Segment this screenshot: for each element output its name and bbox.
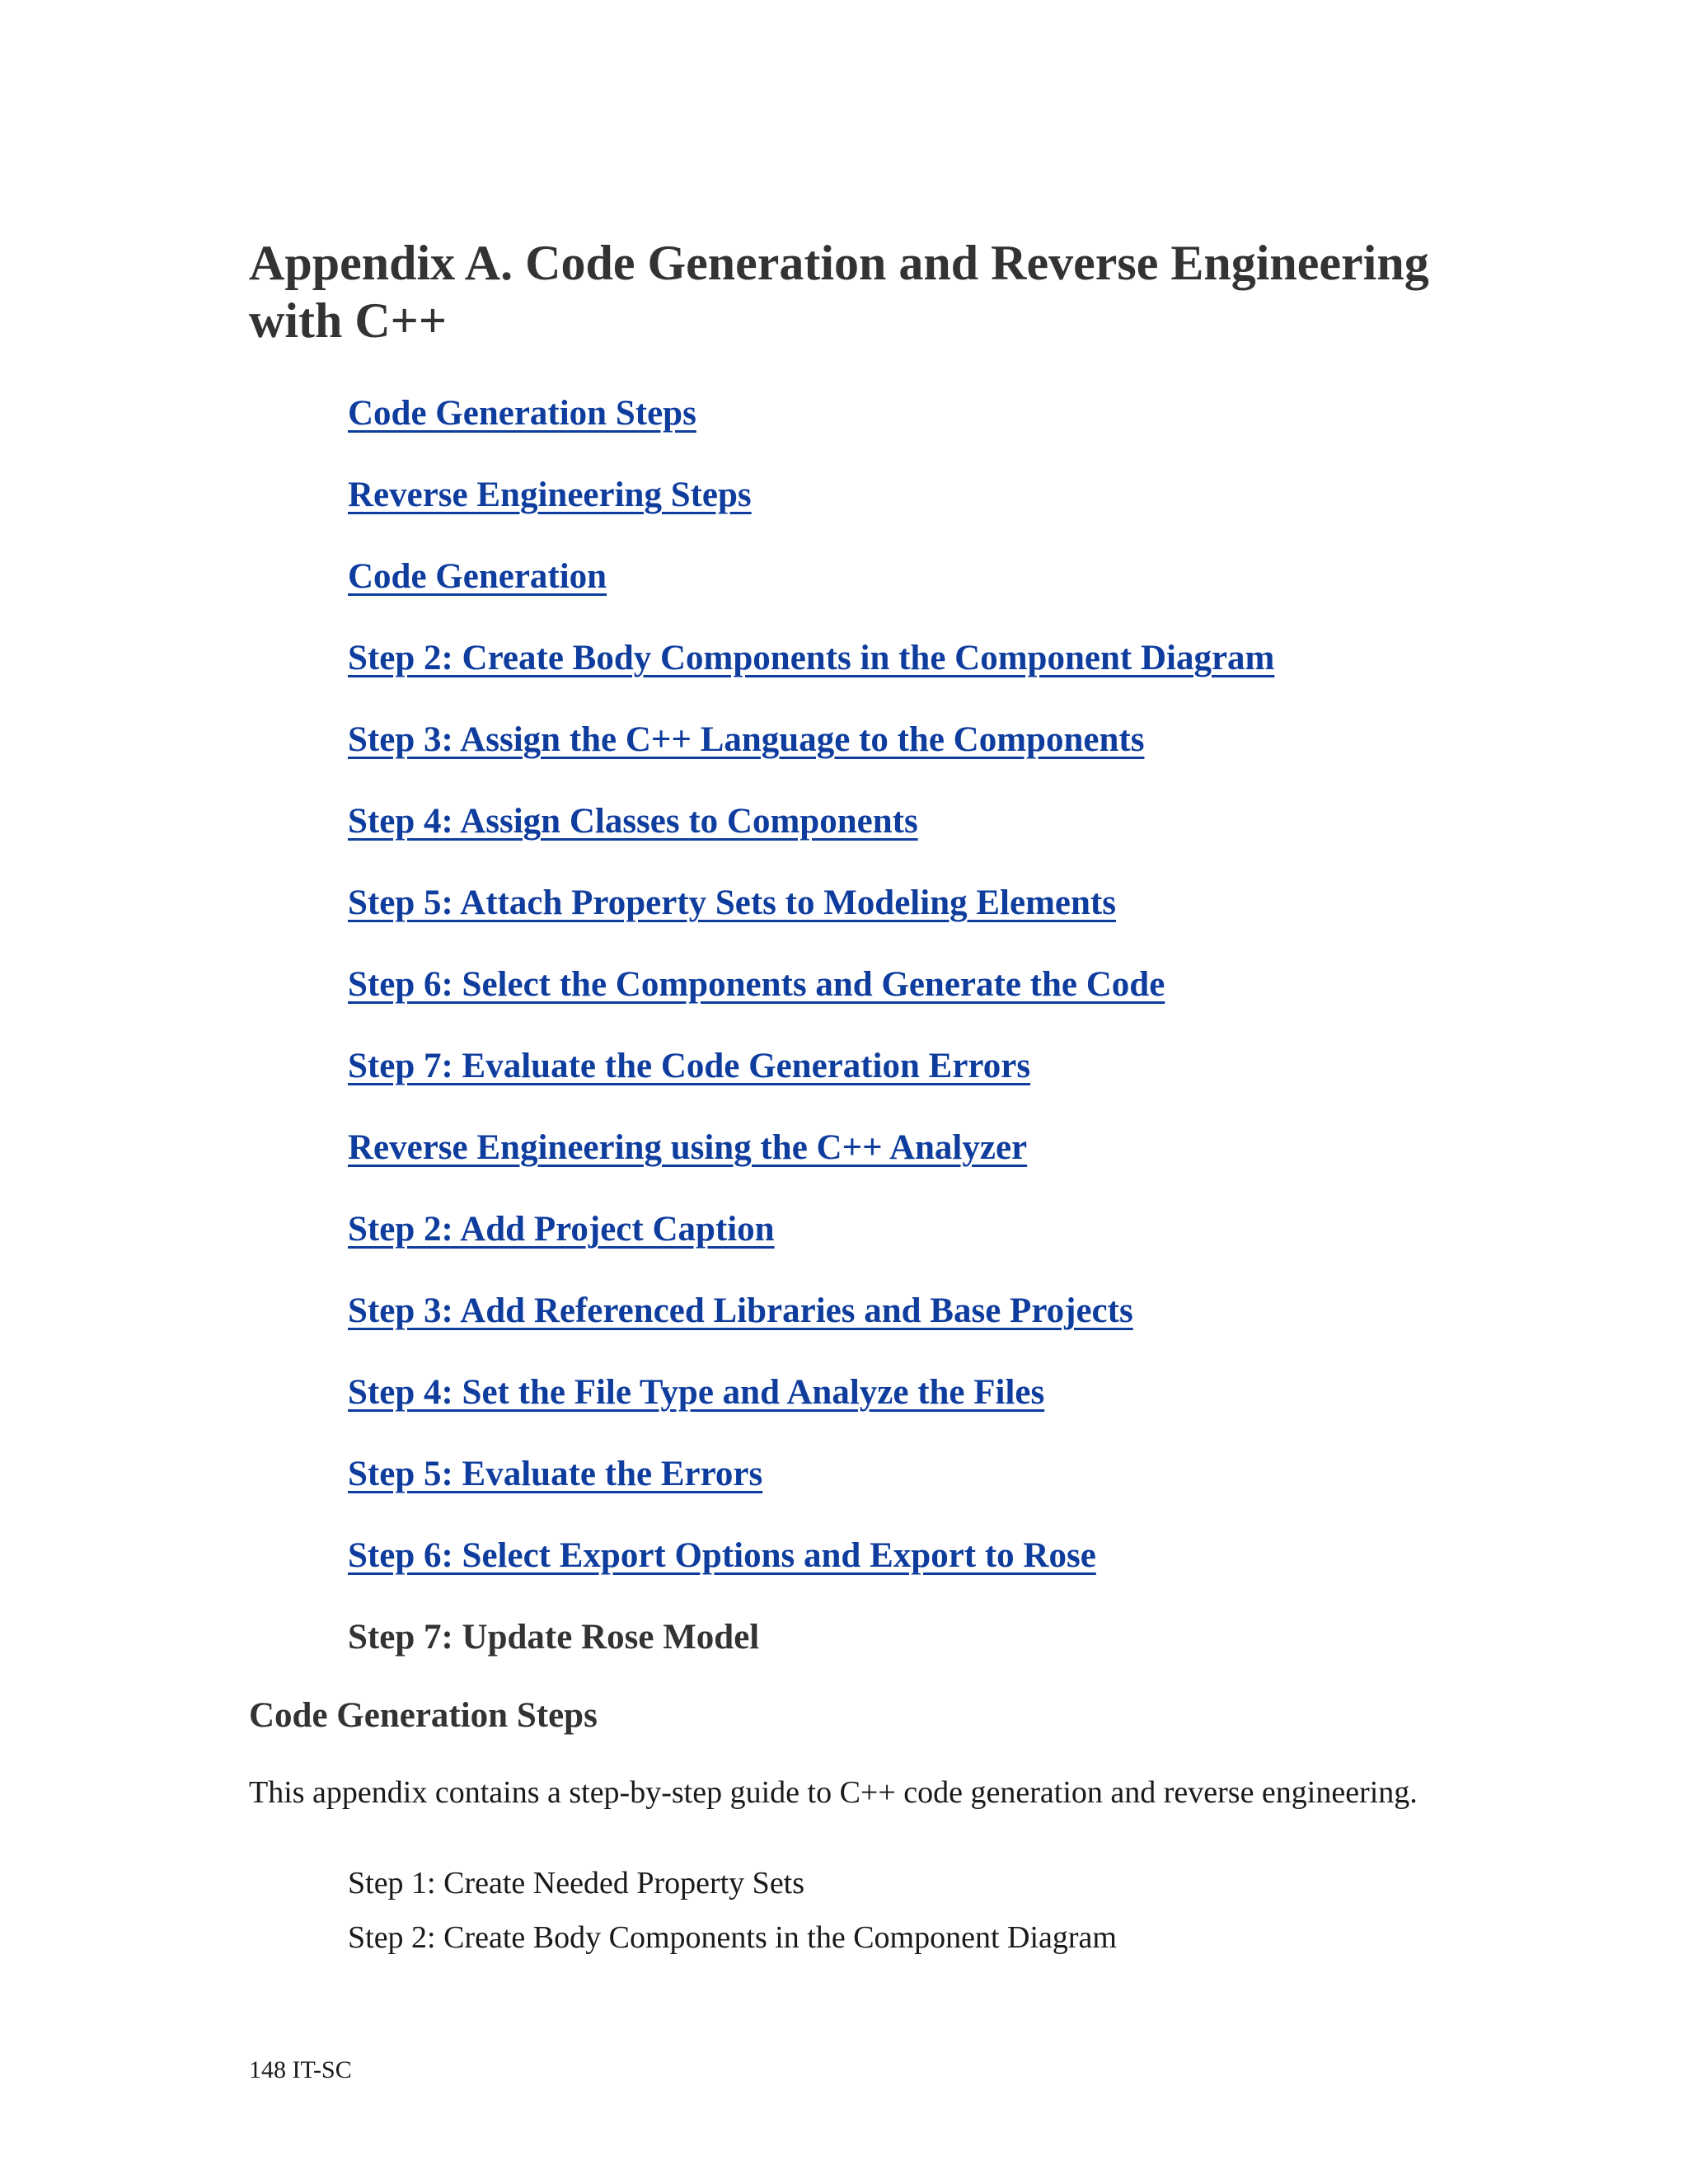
- toc-item: [348, 1288, 1274, 1370]
- toc-item: [348, 1615, 1274, 1696]
- toc-item: [348, 799, 1274, 880]
- table-of-contents: [348, 391, 1274, 1696]
- toc-link[interactable]: Step 3: Assign the C++ Language to the Components: [348, 720, 1145, 759]
- toc-link[interactable]: Step 5: Attach Property Sets to Modeling Elements: [348, 883, 1116, 922]
- step-item: Step 2: Create Body Components in the Component Diagram: [348, 1920, 1117, 1955]
- toc-link[interactable]: Step 6: Select the Components and Generate the Code: [348, 965, 1165, 1004]
- step-item: Step 1: Create Needed Property Sets: [348, 1866, 805, 1900]
- toc-item: [348, 1533, 1274, 1615]
- toc-link[interactable]: Step 2: Add Project Caption: [348, 1210, 775, 1249]
- toc-link[interactable]: Step 5: Evaluate the Errors: [348, 1455, 763, 1493]
- page-title: Appendix A. Code Generation and Reverse Engineering with C++: [249, 236, 1429, 348]
- toc-item: [348, 554, 1274, 635]
- toc-link[interactable]: Reverse Engineering Steps: [348, 476, 752, 514]
- step-list: [348, 1864, 1117, 1973]
- toc-link[interactable]: Step 7: Evaluate the Code Generation Errors: [348, 1047, 1031, 1085]
- page-footer: 148 IT-SC: [249, 2056, 352, 2083]
- toc-link[interactable]: Code Generation: [348, 557, 607, 596]
- toc-link[interactable]: Code Generation Steps: [348, 394, 696, 433]
- toc-item: [348, 880, 1274, 962]
- toc-link[interactable]: Step 6: Select Export Options and Export to Rose: [348, 1536, 1096, 1575]
- toc-link[interactable]: Reverse Engineering using the C++ Analyzer: [348, 1128, 1028, 1167]
- toc-link[interactable]: Step 4: Assign Classes to Components: [348, 802, 918, 841]
- toc-link[interactable]: Step 4: Set the File Type and Analyze the Files: [348, 1373, 1045, 1412]
- toc-item: [348, 1370, 1274, 1451]
- toc-item: [348, 962, 1274, 1043]
- toc-item: [348, 717, 1274, 799]
- toc-link[interactable]: Step 2: Create Body Components in the Component Diagram: [348, 639, 1275, 677]
- toc-item: [348, 635, 1274, 717]
- toc-item: [348, 391, 1274, 472]
- toc-text: Step 7: Update Rose Model: [348, 1618, 760, 1657]
- toc-link[interactable]: Step 3: Add Referenced Libraries and Base Projects: [348, 1291, 1133, 1330]
- intro-paragraph: This appendix contains a step-by-step guide to C++ code generation and reverse engineering.: [249, 1775, 1418, 1810]
- toc-item: [348, 1043, 1274, 1125]
- toc-item: [348, 1207, 1274, 1288]
- toc-item: [348, 1451, 1274, 1533]
- toc-item: [348, 472, 1274, 554]
- toc-item: [348, 1125, 1274, 1207]
- section-heading: Code Generation Steps: [249, 1696, 598, 1735]
